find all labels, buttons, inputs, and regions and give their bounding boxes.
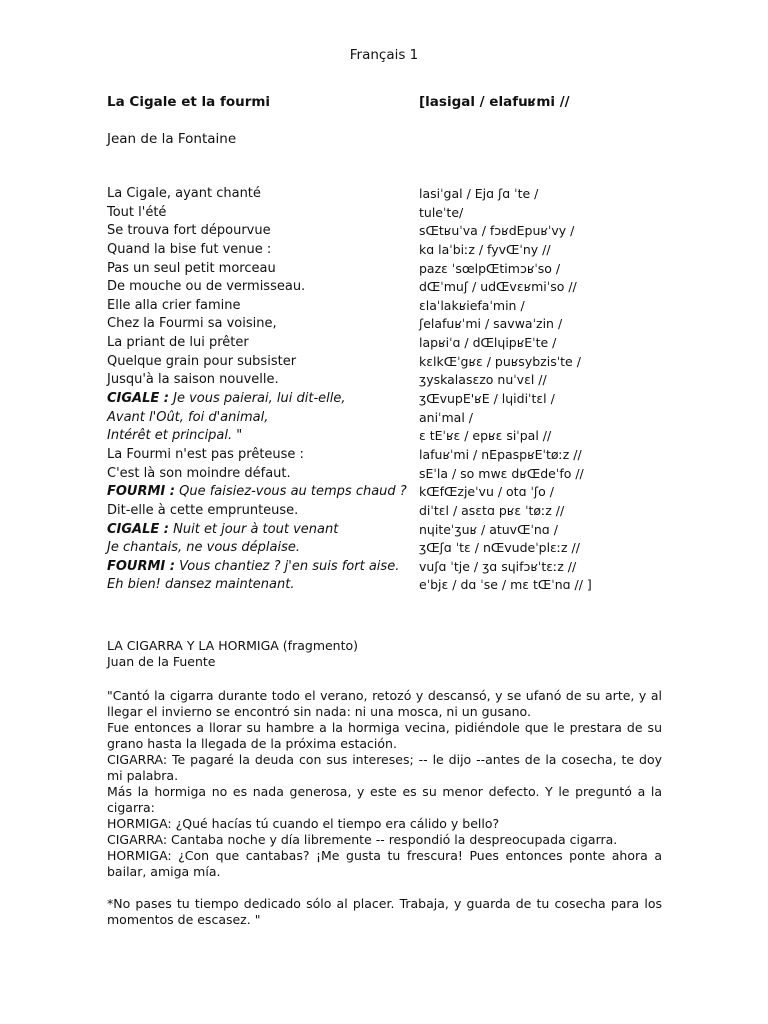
poem-line-phonetic: sŒtʁuˈva / fɔʁdEpuʁˈvy / xyxy=(419,223,575,239)
poem-line-text: Je vous paierai, lui dit-elle, xyxy=(169,391,346,407)
poem-line xyxy=(107,576,667,595)
poem-line xyxy=(107,222,667,241)
poem-line-french xyxy=(107,427,242,446)
poem-line-text: Eh bien! dansez maintenant. xyxy=(107,577,295,593)
poem-line-french xyxy=(107,260,276,279)
poem-line-french xyxy=(107,446,304,465)
poem-line-text: La Fourmi n'est pas prêteuse : xyxy=(107,446,304,462)
spanish-paragraph: Más la hormiga no es nada generosa, y este es su menor defecto. Y le preguntó a la cigarra: xyxy=(107,784,662,815)
poem-line-french xyxy=(107,502,298,521)
poem-body xyxy=(107,185,667,595)
poem-line xyxy=(107,278,667,297)
spanish-paragraph: HORMIGA: ¿Qué hacías tú cuando el tiempo era cálido y bello? xyxy=(107,816,500,831)
poem-line xyxy=(107,297,667,316)
poem-line-text: Se trouva fort dépourvue xyxy=(107,223,271,239)
poem-line-french xyxy=(107,539,300,558)
poem-line-phonetic: diˈtɛl / asɛtɑ pʁɛ ˈtøːz // xyxy=(419,502,565,518)
poem-line-french xyxy=(107,185,261,204)
poem-author: Jean de la Fontaine xyxy=(107,131,237,147)
poem-line-phonetic: sEˈla / so mwɛ dʁŒdeˈfo // xyxy=(419,465,584,481)
spanish-section xyxy=(107,638,662,928)
poem-line-text: Pas un seul petit morceau xyxy=(107,260,276,276)
poem-line-phonetic: aniˈmal / xyxy=(419,409,473,425)
poem-line xyxy=(107,334,667,353)
spanish-paragraph: "Cantó la cigarra durante todo el verano, retozó y descansó, y se ufanó de su arte, y al llegar el invierno se encontró sin nada: ni una mosca, ni un gusano. xyxy=(107,688,662,719)
poem-line xyxy=(107,241,667,260)
speaker-label: CIGALE : xyxy=(107,391,169,407)
poem-line xyxy=(107,204,667,223)
poem-line-phonetic: eˈbjɛ / dɑ ˈse / mɛ tŒˈnɑ // ] xyxy=(419,577,592,593)
page-header: Français 1 xyxy=(349,47,419,63)
poem-line xyxy=(107,502,667,521)
poem-line-french xyxy=(107,204,166,223)
poem-line-french xyxy=(107,297,241,316)
poem-line-phonetic: kŒfŒzjeˈvu / otɑ ˈʃo / xyxy=(419,484,554,500)
poem-line-french xyxy=(107,409,268,428)
poem-line-phonetic: nɥiteˈʒuʁ / atuvŒˈnɑ / xyxy=(419,521,558,537)
poem-line xyxy=(107,315,667,334)
poem-line xyxy=(107,539,667,558)
poem-line-text: Quelque grain pour subsister xyxy=(107,353,297,369)
poem-line-french xyxy=(107,521,338,540)
spanish-paragraph: CIGARRA: Te pagaré la deuda con sus intereses; -- le dijo --antes de la cosecha, te doy mi palabra. xyxy=(107,752,662,783)
poem-line xyxy=(107,371,667,390)
poem-line xyxy=(107,521,667,540)
poem-line xyxy=(107,390,667,409)
poem-line xyxy=(107,483,667,502)
poem-line-french xyxy=(107,390,346,409)
poem-line-phonetic: ʒŒʃɑ ˈtɛ / nŒvudeˈplɛːz // xyxy=(419,540,580,556)
poem-line-french xyxy=(107,315,277,334)
poem-title-phonetic: [lasigal / elafuʁmi // xyxy=(419,94,570,110)
poem-line-french xyxy=(107,371,279,390)
poem-line-text: Vous chantiez ? j'en suis fort aise. xyxy=(175,558,400,574)
poem-line xyxy=(107,446,667,465)
poem-line-phonetic: vuʃɑ ˈtje / ʒɑ sɥifɔʁˈtɛːz // xyxy=(419,558,577,574)
poem-line-phonetic: kɛlkŒˈgʁɛ / puʁsybzisˈte / xyxy=(419,353,581,369)
poem-line xyxy=(107,558,667,577)
poem-line-text: Elle alla crier famine xyxy=(107,297,241,313)
title-row xyxy=(107,94,667,112)
poem-title: La Cigale et la fourmi xyxy=(107,94,271,110)
poem-line-text: Tout l'été xyxy=(107,204,167,220)
poem-line-french xyxy=(107,334,249,353)
poem-line-french xyxy=(107,558,399,577)
poem-line-phonetic: ʒyskalasɛzo nuˈvɛl // xyxy=(419,372,547,388)
poem-line-phonetic: tuleˈte/ xyxy=(419,204,464,220)
poem-line xyxy=(107,465,667,484)
spanish-author: Juan de la Fuente xyxy=(107,654,216,669)
spanish-paragraph: CIGARRA: Cantaba noche y día libremente -- respondió la despreocupada cigarra. xyxy=(107,832,618,847)
poem-line xyxy=(107,260,667,279)
poem-line-phonetic: dŒˈmuʃ / udŒvɛʁmiˈso // xyxy=(419,279,577,295)
poem-line-phonetic: lasiˈgal / Ejɑ ʃɑ ˈte / xyxy=(419,186,539,201)
poem-line-french xyxy=(107,241,271,260)
poem-line-phonetic: ɛlaˈlakʁiefaˈmin / xyxy=(419,297,525,313)
poem-line-phonetic: lapʁiˈɑ / dŒlɥipʁEˈte / xyxy=(419,335,557,351)
spanish-paragraph: HORMIGA: ¿Con que cantabas? ¡Me gusta tu frescura! Pues entonces ponte ahora a bailar, amiga mía. xyxy=(107,848,662,879)
poem-line-text: Nuit et jour à tout venant xyxy=(169,521,339,537)
poem-line-text: Que faisiez-vous au temps chaud ? xyxy=(175,484,407,500)
poem-line-french xyxy=(107,278,305,297)
speaker-label: FOURMI : xyxy=(107,558,175,574)
poem-line-text: Intérêt et principal. " xyxy=(107,428,243,444)
poem-line-text: C'est là son moindre défaut. xyxy=(107,465,291,481)
poem-line-text: Jusqu'à la saison nouvelle. xyxy=(107,372,279,388)
poem-line-phonetic: ɛ tEˈʁɛ / epʁɛ siˈpal // xyxy=(419,428,552,444)
poem-line xyxy=(107,427,667,446)
poem-line-text: Je chantais, ne vous déplaise. xyxy=(107,540,301,556)
poem-line-phonetic: kɑ laˈbiːz / fyvŒˈny // xyxy=(419,241,551,257)
spanish-paragraph: Fue entonces a llorar su hambre a la hormiga vecina, pidiéndole que le prestara de su grano hasta la llegada de la próxima estación. xyxy=(107,720,662,751)
spanish-title: LA CIGARRA Y LA HORMIGA (fragmento) xyxy=(107,638,359,653)
poem-line-french xyxy=(107,222,271,241)
poem-line-phonetic: ʒŒvupE'ʁE / lɥidiˈtɛl / xyxy=(419,391,555,407)
poem-line-text: Dit-elle à cette emprunteuse. xyxy=(107,502,299,518)
poem-line-text: Avant l'Oût, foi d'animal, xyxy=(107,409,269,425)
poem-line xyxy=(107,409,667,428)
spanish-moral: *No pases tu tiempo dedicado sólo al placer. Trabaja, y guarda de tu cosecha para los momentos de escasez. " xyxy=(107,896,662,927)
poem-line-text: De mouche ou de vermisseau. xyxy=(107,279,306,295)
poem-line xyxy=(107,185,667,204)
poem-line-text: La priant de lui prêter xyxy=(107,335,249,351)
poem-line-text: La Cigale, ayant chanté xyxy=(107,186,261,201)
poem-line-french xyxy=(107,483,407,502)
poem-line-phonetic: lafuʁˈmi / nEpaspʁEˈtøːz // xyxy=(419,446,582,462)
poem-line-text: Chez la Fourmi sa voisine, xyxy=(107,316,277,332)
speaker-label: FOURMI : xyxy=(107,484,175,500)
poem-line-french xyxy=(107,465,291,484)
spanish-paragraphs xyxy=(107,688,662,880)
poem-line-text: Quand la bise fut venue : xyxy=(107,241,272,257)
poem-line xyxy=(107,353,667,372)
poem-line-french xyxy=(107,576,294,595)
poem-line-phonetic: pazɛ ˈsœlpŒtimɔʁˈso / xyxy=(419,260,561,276)
speaker-label: CIGALE : xyxy=(107,521,169,537)
poem-line-french xyxy=(107,353,296,372)
poem-line-phonetic: ʃelafuʁˈmi / savwaˈzin / xyxy=(419,316,563,332)
